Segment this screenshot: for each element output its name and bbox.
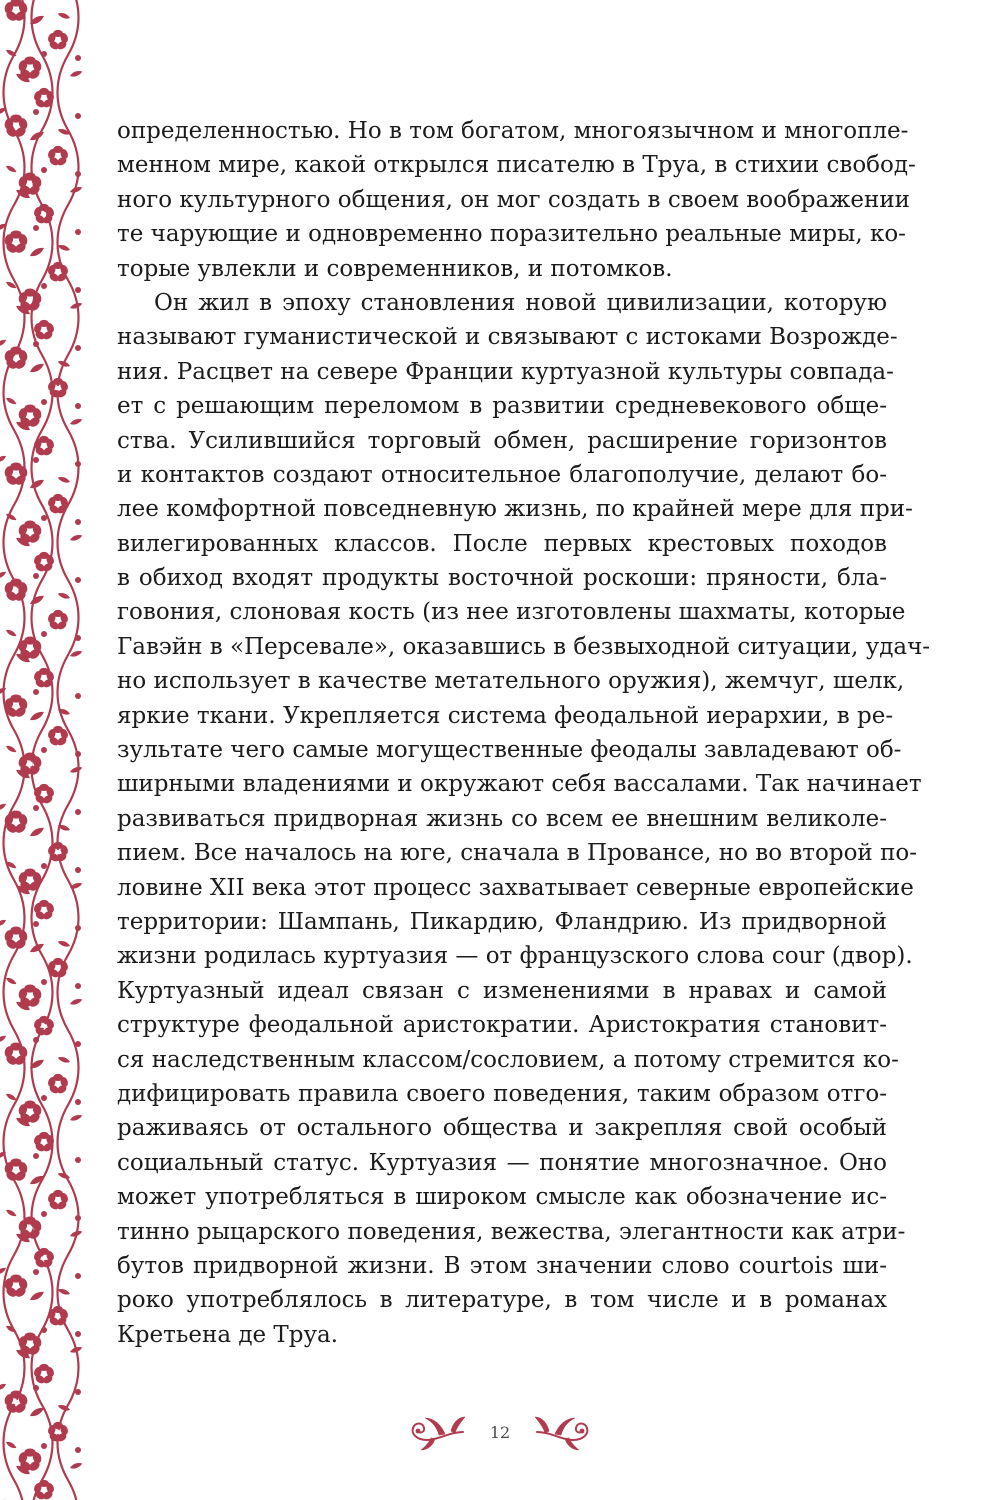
flower-ornament xyxy=(3,1274,28,1298)
leaf-ornament xyxy=(0,802,7,812)
leaf-ornament xyxy=(57,1055,71,1064)
leaf-ornament xyxy=(29,709,46,722)
text-line: пием. Все началось на юге, сначала в Провансе, но во второй по- xyxy=(117,840,918,867)
text-line: лее комфортной повседневную жизнь, по крайней мере для при- xyxy=(117,496,913,523)
flower-ornament xyxy=(33,1016,55,1037)
text-line: может употребляться в широком смысле как обозначение ис- xyxy=(117,1184,887,1211)
leaf-ornament xyxy=(5,1440,18,1450)
flower-ornament xyxy=(33,320,55,341)
leaf-ornament xyxy=(29,477,46,490)
leaf-ornament xyxy=(0,570,7,580)
leaf-ornament xyxy=(5,744,18,754)
leaf-ornament xyxy=(69,1113,83,1122)
text-line: яркие ткани. Укрепляется система феодальной иерархии, в ре- xyxy=(117,702,894,729)
flower-ornament xyxy=(33,784,55,805)
text-line: и контактов создают относительное благополучие, делают бо- xyxy=(117,461,887,488)
flower-ornament xyxy=(47,262,69,283)
flower-ornament xyxy=(3,1390,28,1414)
leaf-ornament xyxy=(57,591,71,600)
text-line: дифицировать правила своего поведения, таким образом отго- xyxy=(117,1080,887,1107)
left-flourish-ornament xyxy=(405,1410,467,1452)
right-flourish-ornament xyxy=(533,1410,595,1452)
text-line: ства. Усилившийся торговый обмен, расширение горизонтов xyxy=(117,427,887,454)
text-line: ет с решающим переломом в развитии средневекового обще- xyxy=(117,393,887,420)
leaf-ornament xyxy=(0,1382,7,1392)
flower-ornament xyxy=(3,230,28,254)
leaf-ornament xyxy=(69,997,83,1006)
text-line: социальный статус. Куртуазия — понятие многозначное. Оно xyxy=(117,1149,887,1176)
text-line: структуре феодальной аристократии. Аристократия становит- xyxy=(117,1012,887,1039)
flower-ornament xyxy=(33,1364,55,1385)
text-line: говония, слоновая кость (из нее изготовлены шахматы, которые xyxy=(117,599,906,626)
leaf-ornament xyxy=(0,1034,7,1044)
text-line: жизни родилась куртуазия — от французского слова cour (двор). xyxy=(117,943,913,970)
page-footer xyxy=(405,1408,595,1462)
flower-ornament xyxy=(47,30,69,51)
text-line: называют гуманистической и связывают с истоками Возрожде- xyxy=(117,324,898,351)
text-line: ся наследственным классом/сословием, а потому стремится ко- xyxy=(117,1046,899,1073)
flower-ornament xyxy=(33,1248,55,1269)
leaf-ornament xyxy=(5,1208,18,1218)
page-number: 12 xyxy=(489,1423,511,1442)
leaf-ornament xyxy=(69,533,83,542)
text-line: ного культурного общения, он мог создать в своем воображении xyxy=(117,186,910,213)
text-line: те чарующие и одновременно поразительно реальные миры, ко- xyxy=(117,221,906,248)
flower-ornament xyxy=(33,204,55,225)
flower-ornament xyxy=(47,726,69,747)
leaf-ornament xyxy=(5,628,18,638)
leaf-ornament xyxy=(69,417,83,426)
floral-border-ornament xyxy=(0,0,84,1500)
flower-ornament xyxy=(47,378,69,399)
body-text xyxy=(117,114,931,1352)
leaf-ornament xyxy=(69,69,83,78)
text-line: торые увлекли и современников, и потомков. xyxy=(117,255,673,282)
flower-ornament xyxy=(47,610,69,631)
text-line: зультате чего самые могущественные феодалы завладевают об- xyxy=(117,737,902,764)
text-line: определенностью. Но в том богатом, многоязычном и многопле- xyxy=(117,118,909,144)
leaf-ornament xyxy=(29,825,46,838)
flower-ornament xyxy=(3,926,28,950)
flower-ornament xyxy=(47,1190,69,1211)
text-line: Кретьена де Труа. xyxy=(117,1321,339,1348)
flower-ornament xyxy=(3,810,28,834)
leaf-ornament xyxy=(5,976,18,986)
leaf-ornament xyxy=(29,361,46,374)
leaf-ornament xyxy=(0,918,7,928)
text-line: роко употреблялось в литературе, в том числе и в романах xyxy=(117,1287,887,1314)
leaf-ornament xyxy=(57,939,71,948)
leaf-ornament xyxy=(57,1287,71,1296)
leaf-ornament xyxy=(5,164,18,174)
flower-ornament xyxy=(33,436,55,457)
text-line: но использует в качестве метательного оружия), жемчуг, шелк, xyxy=(117,668,905,695)
text-line: ния. Расцвет на севере Франции куртуазной культуры совпада- xyxy=(117,358,894,385)
text-line: Куртуазный идеал связан с изменениями в нравах и самой xyxy=(117,977,887,1004)
leaf-ornament xyxy=(57,11,71,20)
text-line: Он жил в эпоху становления новой цивилизации, которую xyxy=(154,289,887,316)
flower-ornament xyxy=(47,146,69,167)
text-line: в обиход входят продукты восточной роскоши: пряности, бла- xyxy=(117,565,887,592)
paragraph-1 xyxy=(117,114,916,286)
flower-ornament xyxy=(47,494,69,515)
paragraph-2 xyxy=(117,286,931,1352)
text-line: ширными владениями и окружают себя вассалами. Так начинает xyxy=(117,771,922,798)
leaf-ornament xyxy=(69,1461,83,1470)
leaf-ornament xyxy=(29,1289,46,1302)
leaf-ornament xyxy=(0,454,7,464)
text-line: менном мире, какой открылся писателю в Труа, в стихии свобод- xyxy=(117,152,916,179)
leaf-ornament xyxy=(5,396,18,406)
leaf-ornament xyxy=(69,765,83,774)
flower-ornament xyxy=(3,114,28,138)
text-line: вилегированных классов. После первых крестовых походов xyxy=(117,530,887,557)
leaf-ornament xyxy=(0,338,7,348)
text-line: тинно рыцарского поведения, вежества, элегантности как атри- xyxy=(117,1218,906,1245)
flower-ornament xyxy=(33,1480,55,1500)
text-line: бутов придворной жизни. В этом значении слово courtois ши- xyxy=(117,1252,887,1279)
flower-ornament xyxy=(33,900,55,921)
text-line: ловине XII века этот процесс захватывает северные европейские xyxy=(117,874,914,901)
text-line: территории: Шампань, Пикардию, Фландрию. Из придворной xyxy=(117,908,887,935)
leaf-ornament xyxy=(29,593,46,606)
leaf-ornament xyxy=(29,245,46,258)
flower-ornament xyxy=(47,1074,69,1095)
flower-ornament xyxy=(3,578,28,602)
text-line: развиваться придворная жизнь со всем ее внешним великоле- xyxy=(117,805,887,832)
text-line: раживаясь от остального общества и закрепляя свой особый xyxy=(117,1115,887,1142)
text-line: Гавэйн в «Персевале», оказавшись в безвыходной ситуации, удач- xyxy=(117,633,931,660)
leaf-ornament xyxy=(57,475,71,484)
